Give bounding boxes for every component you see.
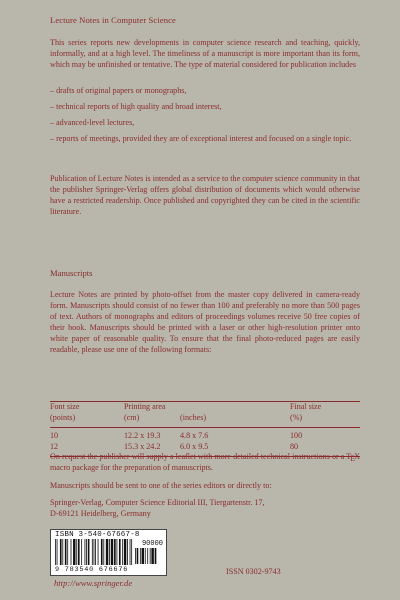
table-subheader-points: (points) — [50, 413, 124, 428]
ean-digits: 9 783540 676676 — [55, 566, 129, 574]
table-cell-font: 10 — [50, 431, 59, 440]
publisher-url: http://www.springer.de — [54, 578, 133, 588]
tex-logo-e: E — [350, 454, 356, 463]
table-cell-cm: 12.2 x 19.3 — [124, 431, 161, 440]
send-to-paragraph: Manuscripts should be sent to one of the series editors or directly to: — [50, 481, 272, 490]
format-table — [50, 401, 360, 457]
table-header-final-size: Final size — [290, 402, 360, 414]
table-subheader-percent: (%) — [290, 413, 360, 428]
list-item: – drafts of original papers or monographs, — [50, 86, 187, 95]
manuscripts-paragraph: Lecture Notes are printed by photo-offset from the master copy delivered in camera-ready form. Manuscripts should consist of no fewer than 100 and preferably no more than 500 pages of text. Authors of monographs and editors of proceedings volumes receive 50 free copies of their book. Manuscripts should be printed with a laser or other high-resolution printer onto white paper of reasonable quality. To ensure that the final photo-reduced pages are easily readable, please use one of the following formats: — [50, 290, 360, 354]
supplement-code: 90000 — [141, 540, 163, 548]
table-cell-inches: 4.8 x 7.6 — [180, 431, 209, 440]
ean-barcode-bars — [55, 539, 133, 565]
intro-paragraph: This series reports new developments in computer science research and teaching, quickly, informally, and at a high level. The timeliness of a manuscript is more important than its form, which may be unfinished or tentative. The type of material considered for publication includes — [50, 38, 360, 69]
isbn-barcode — [50, 529, 167, 576]
manuscripts-heading: Manuscripts — [50, 268, 93, 278]
table-row — [50, 428, 360, 443]
publication-block — [50, 174, 360, 218]
table-cell-final: 100 — [290, 431, 303, 440]
address-line: Springer-Verlag, Computer Science Editorial III, Tiergartenstr. 17, — [50, 498, 265, 507]
table-subheader-cm: (cm) — [124, 413, 180, 428]
list-item: – technical reports of high quality and broad interest, — [50, 101, 222, 111]
table-cell-final: 80 — [290, 442, 360, 457]
leaflet-paragraph: On request the publisher will supply a leaflet with more detailed technical instructions or a TEX macro package for the preparation of manuscripts. — [50, 452, 360, 472]
leaflet-block — [50, 452, 360, 474]
isbn-text: ISBN 3-540-67667-8 — [55, 531, 140, 539]
table-cell-inches: 6.0 x 9.5 — [180, 442, 290, 457]
table-header-printing-area: Printing area — [124, 402, 290, 414]
publication-paragraph: Publication of Lecture Notes is intended as a service to the computer science community in that the publisher Springer-Verlag offers global distribution of documents which would otherwise have a restricted readership. Once published and copyrighted they can be cited in the scientific literature. — [50, 174, 360, 216]
manuscripts-block — [50, 290, 360, 355]
send-to-block — [50, 481, 360, 492]
address-line: D-69121 Heidelberg, Germany — [50, 509, 151, 518]
table-cell-font: 12 — [50, 442, 124, 457]
supplement-barcode-bars — [135, 548, 163, 564]
table-subheader-inches: (inches) — [180, 413, 290, 428]
intro-block — [50, 38, 360, 71]
list-item: – advanced-level lectures, — [50, 117, 135, 127]
table-header-font-size: Font size — [50, 402, 124, 414]
issn-text: ISSN 0302-9743 — [226, 567, 281, 576]
material-list — [50, 86, 360, 145]
series-title: Lecture Notes in Computer Science — [50, 15, 176, 25]
list-item: – reports of meetings, provided they are of exceptional interest and focused on a single topic. — [50, 133, 352, 143]
publisher-address — [50, 497, 265, 519]
table-cell-cm: 15.3 x 24.2 — [124, 442, 180, 457]
